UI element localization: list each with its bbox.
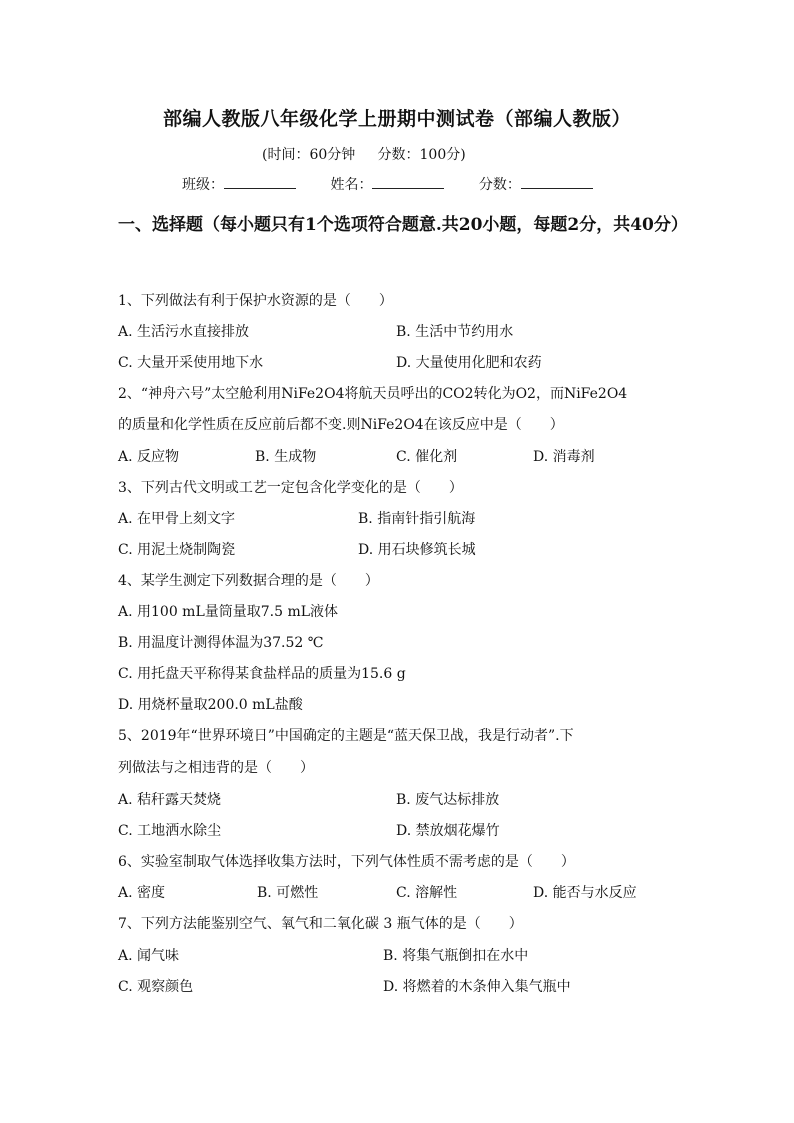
q3-option-d: D. 用石块修筑长城 — [358, 542, 476, 558]
name-field — [330, 174, 444, 194]
class-field — [182, 174, 296, 194]
q4-option-c: C. 用托盘天平称得某食盐样品的质量为15.6 g — [118, 666, 406, 682]
question-3: 3、下列古代文明或工艺一定包含化学变化的是（ ） — [118, 480, 463, 496]
q2-option-c: C. 催化剂 — [396, 449, 458, 465]
score-blank[interactable] — [521, 175, 593, 189]
q4-option-b: B. 用温度计测得体温为37.52 ℃ — [118, 635, 324, 651]
section-heading: 一、选择题（每小题只有1个选项符合题意.共20小题，每题2分，共40分） — [118, 215, 688, 235]
q4-option-d: D. 用烧杯量取200.0 mL盐酸 — [118, 697, 303, 713]
name-label: 姓名： — [330, 177, 373, 193]
q6-option-c: C. 溶解性 — [396, 885, 458, 901]
q5-option-b: B. 废气达标排放 — [396, 792, 500, 808]
q4-option-a: A. 用100 mL量筒量取7.5 mL液体 — [118, 604, 339, 620]
question-4: 4、某学生测定下列数据合理的是（ ） — [118, 573, 379, 589]
q3-option-a: A. 在甲骨上刻文字 — [118, 511, 236, 527]
q1-option-c: C. 大量开采使用地下水 — [118, 355, 264, 371]
class-label: 班级： — [182, 177, 224, 193]
question-1: 1、下列做法有利于保护水资源的是（ ） — [118, 293, 393, 309]
question-7: 7、下列方法能鉴别空气、氧气和二氧化碳 3 瓶气体的是（ ） — [118, 916, 523, 932]
q6-option-b: B. 可燃性 — [257, 885, 319, 901]
q1-option-d: D. 大量使用化肥和农药 — [396, 355, 542, 371]
q3-option-b: B. 指南针指引航海 — [358, 511, 476, 527]
question-2-line-2: 的质量和化学性质在反应前后都不变.则NiFe2O4在该反应中是（ ） — [118, 417, 564, 433]
q2-option-d: D. 消毒剂 — [533, 449, 595, 465]
q7-option-c: C. 观察颜色 — [118, 979, 194, 995]
page-title: 部编人教版八年级化学上册期中测试卷（部编人教版） — [162, 108, 631, 130]
q5-option-c: C. 工地洒水除尘 — [118, 823, 222, 839]
question-6: 6、实验室制取气体选择收集方法时，下列气体性质不需考虑的是（ ） — [118, 854, 575, 870]
name-blank[interactable] — [372, 175, 444, 189]
q6-option-a: A. 密度 — [118, 885, 166, 901]
q5-option-a: A. 秸秆露天焚烧 — [118, 792, 222, 808]
question-5-line-2: 列做法与之相违背的是（ ） — [118, 760, 314, 776]
class-blank[interactable] — [224, 175, 296, 189]
q1-option-b: B. 生活中节约用水 — [396, 324, 514, 340]
q7-option-d: D. 将燃着的木条伸入集气瓶中 — [383, 979, 571, 995]
q1-option-a: A. 生活污水直接排放 — [118, 324, 250, 340]
exam-time-score: (时间：60分钟 分数：100分) — [262, 147, 466, 163]
question-2-line-1: 2、“神舟六号”太空舱利用NiFe2O4将航天员呼出的CO2转化为O2，而NiFe2O4 — [118, 386, 628, 402]
q5-option-d: D. 禁放烟花爆竹 — [396, 823, 500, 839]
q3-option-c: C. 用泥土烧制陶瓷 — [118, 542, 236, 558]
q2-option-b: B. 生成物 — [255, 449, 317, 465]
q2-option-a: A. 反应物 — [118, 449, 180, 465]
question-5-line-1: 5、2019年“世界环境日”中国确定的主题是“蓝天保卫战，我是行动者”.下 — [118, 728, 574, 744]
score-field — [479, 174, 593, 194]
q7-option-b: B. 将集气瓶倒扣在水中 — [383, 948, 529, 964]
q7-option-a: A. 闻气味 — [118, 948, 180, 964]
student-info-fields — [182, 174, 623, 194]
score-label: 分数： — [478, 177, 521, 193]
q6-option-d: D. 能否与水反应 — [533, 885, 637, 901]
